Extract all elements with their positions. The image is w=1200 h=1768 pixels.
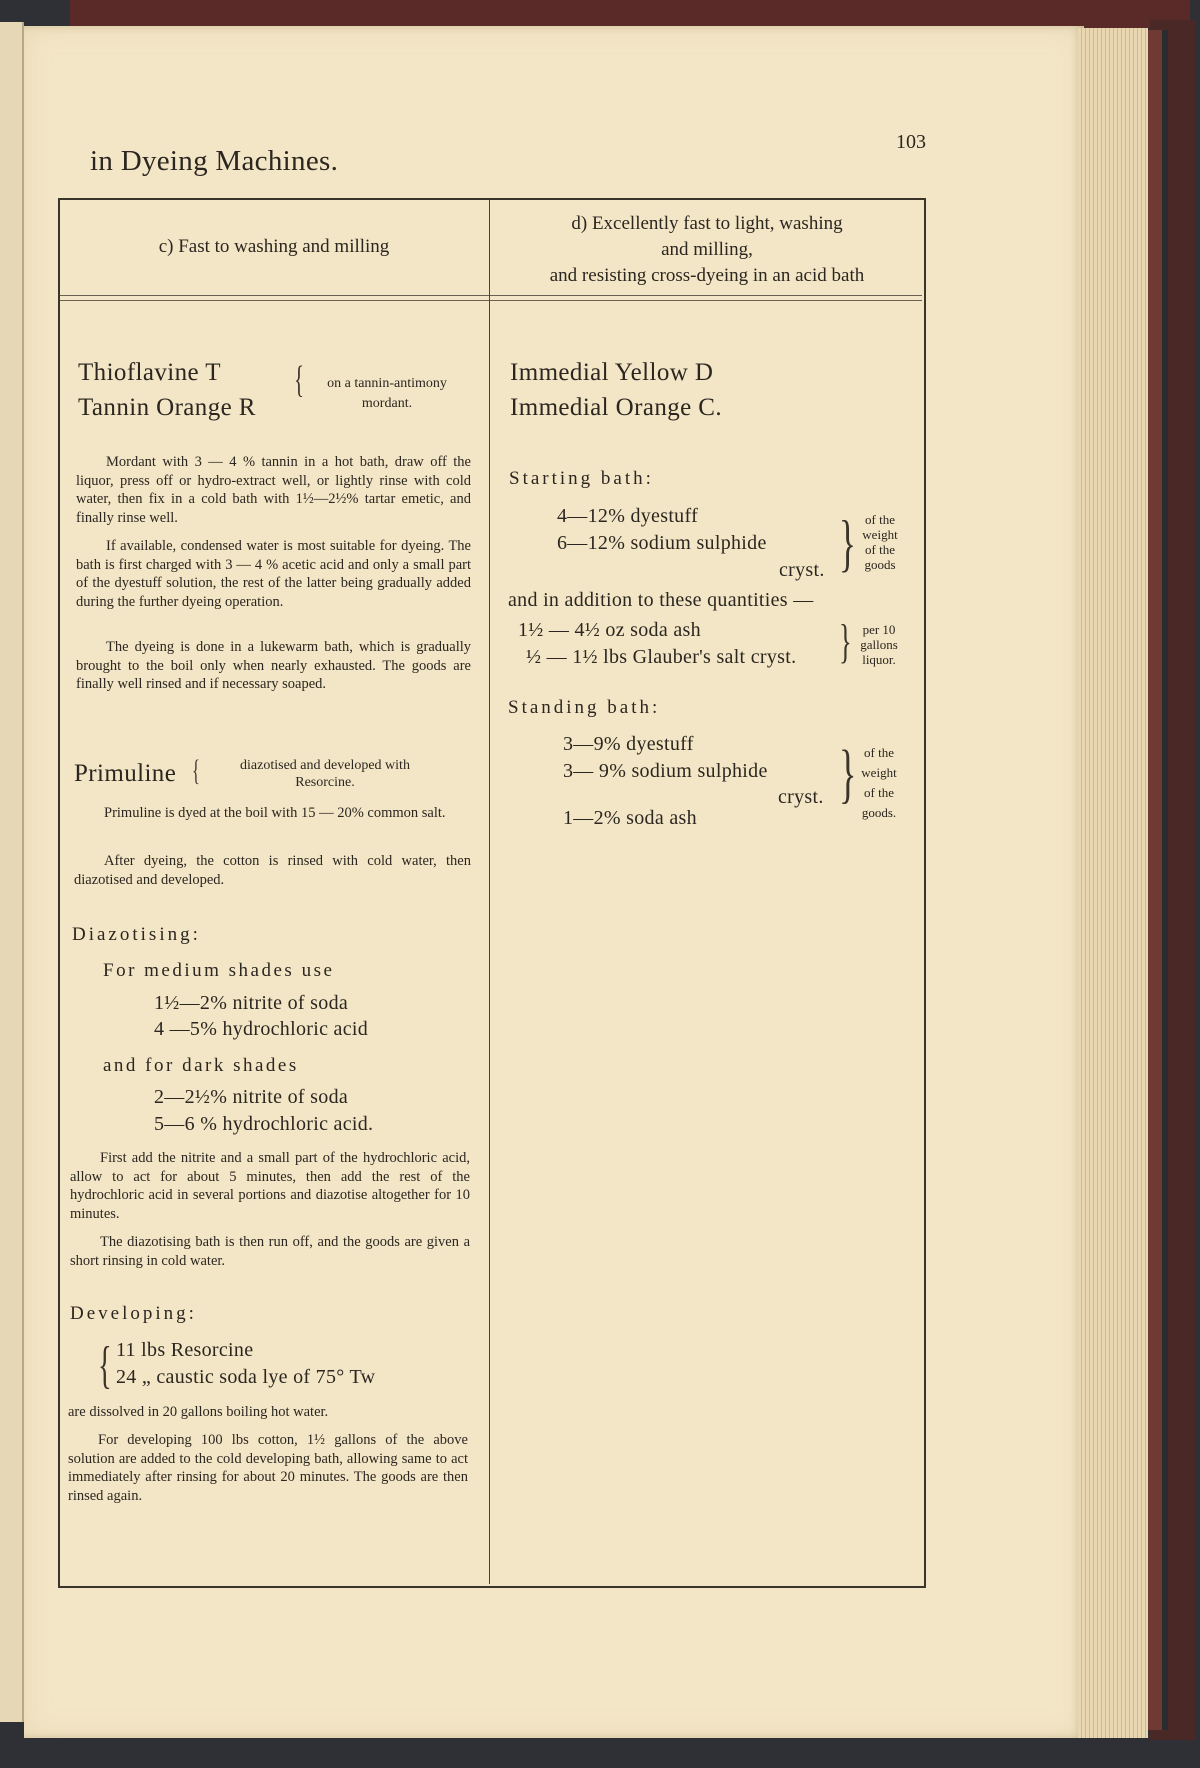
- stand-dyestuff-line: 3—9% dyestuff: [563, 733, 694, 755]
- cover-edge-top: [70, 0, 1190, 28]
- stand-soda-ash-line: 1—2% soda ash: [563, 807, 697, 829]
- medium-nitrite-line: 1½—2% nitrite of soda: [154, 992, 349, 1014]
- standing-note-line-1: of the: [864, 745, 894, 760]
- per-gallons-note-line-3: liquor.: [862, 652, 896, 667]
- soda-ash-line: 1½ — 4½ oz soda ash: [518, 619, 701, 641]
- medium-acid-line: 4 —5% hydrochloric acid: [154, 1018, 369, 1040]
- primuline-note: [205, 757, 445, 791]
- brace-standing: }: [839, 737, 857, 810]
- standing-note-line-4: goods.: [861, 805, 897, 820]
- per-gallons-note: [850, 622, 908, 667]
- brace-addition: }: [839, 615, 852, 668]
- column-d-heading: [492, 211, 922, 289]
- standing-weight-note: [850, 743, 908, 823]
- resorcine-line: 11 lbs Resorcine: [116, 1339, 254, 1361]
- binding-shadow: [1162, 30, 1168, 1730]
- paragraph-run-off: The diazotising bath is then run off, and the goods are given a short rinsing in cold water.: [70, 1234, 470, 1269]
- dye-name-thioflavine: Thioflavine T: [78, 359, 221, 386]
- page-number: 103: [896, 131, 926, 153]
- column-d-heading-line-3: and resisting cross-dyeing in an acid bath: [549, 265, 865, 286]
- starting-weight-note: [852, 512, 908, 572]
- starting-note-line-3: of the: [865, 542, 895, 557]
- addition-label: and in addition to these quantities —: [508, 589, 814, 611]
- paragraph-add-nitrite: First add the nitrite and a small part of the hydrochloric acid, allow to act for about 5 minutes, then add the rest of the hydrochloric acid in several portions and diazotise altogether for 10 minutes.: [70, 1150, 470, 1222]
- heading-developing: Developing:: [70, 1303, 197, 1324]
- mordant-note-line-1: on a tannin-antimony: [327, 376, 447, 391]
- column-d-heading-line-1: d) Excellently fast to light, washing: [571, 213, 843, 234]
- paragraph-after-dyeing: After dyeing, the cotton is rinsed with cold water, then diazotised and developed.: [74, 853, 471, 888]
- running-head: in Dyeing Machines.: [90, 145, 339, 177]
- paragraph-mordant: Mordant with 3 — 4 % tannin in a hot bath, draw off the liquor, press off or hydro-extract well, or lightly rinse with cold water, then fix in a cold bath with 1½—2½% tartar emetic, and finally rinse well.: [76, 454, 471, 526]
- starting-note-line-4: goods: [864, 557, 896, 572]
- dye-name-primuline: Primuline: [74, 760, 177, 787]
- paragraph-dissolved: are dissolved in 20 gallons boiling hot water.: [68, 1404, 329, 1420]
- start-cryst-label: cryst.: [779, 559, 825, 581]
- medium-shades-label: For medium shades use: [103, 960, 335, 981]
- brace-primuline: {: [192, 754, 200, 787]
- facing-page-edge: [0, 22, 24, 1722]
- standing-note-line-2: weight: [861, 765, 897, 780]
- paragraph-primuline-dyed: Primuline is dyed at the boil with 15 — 20% common salt.: [104, 805, 446, 821]
- page-stack-edges: [1078, 28, 1148, 1738]
- column-divider: [489, 200, 490, 1584]
- per-gallons-note-line-2: gallons: [860, 637, 898, 652]
- brace-starting: }: [839, 507, 856, 578]
- stand-cryst-label: cryst.: [778, 786, 824, 808]
- column-c-heading: c) Fast to washing and milling: [158, 236, 390, 257]
- heading-standing-bath: Standing bath:: [508, 697, 661, 718]
- column-d-heading-line-2: and milling,: [661, 239, 753, 260]
- dye-name-immedial-orange: Immedial Orange C.: [510, 394, 722, 421]
- dark-nitrite-line: 2—2½% nitrite of soda: [154, 1086, 349, 1108]
- brace-mordant: {: [294, 359, 305, 401]
- dark-acid-line: 5—6 % hydrochloric acid.: [154, 1113, 374, 1135]
- binding-strip: [1148, 30, 1162, 1730]
- mordant-note-line-2: mordant.: [361, 396, 413, 411]
- paragraph-condensed-water: If available, condensed water is most suitable for dyeing. The bath is first charged with 3 — 4 % acetic acid and only a small part of the dyestuff solution, the rest of the latter being gradually added during the further dyeing operation.: [76, 538, 471, 610]
- starting-note-line-2: weight: [862, 527, 898, 542]
- header-rule-double: [60, 300, 922, 301]
- dye-name-immedial-yellow: Immedial Yellow D: [510, 359, 714, 386]
- standing-note-line-3: of the: [864, 785, 894, 800]
- primuline-note-line-2: Resorcine.: [295, 775, 355, 790]
- start-dyestuff-line: 4—12% dyestuff: [557, 505, 699, 527]
- start-sulphide-line: 6—12% sodium sulphide: [557, 532, 767, 554]
- starting-note-line-1: of the: [865, 512, 895, 527]
- primuline-note-line-1: diazotised and developed with: [240, 758, 410, 773]
- mordant-note: [302, 374, 472, 414]
- per-gallons-note-line-1: per 10: [862, 622, 896, 637]
- paragraph-lukewarm-bath: The dyeing is done in a lukewarm bath, which is gradually brought to the boil only when nearly exhausted. The goods are finally well rinsed and if necessary soaped.: [76, 639, 471, 692]
- heading-starting-bath: Starting bath:: [509, 468, 654, 489]
- glaubers-salt-line: ½ — 1½ lbs Glauber's salt cryst.: [526, 646, 797, 668]
- brace-developing: {: [98, 1337, 112, 1394]
- heading-diazotising: Diazotising:: [72, 924, 201, 945]
- header-rule: [60, 295, 922, 296]
- caustic-soda-line: 24 „ caustic soda lye of 75° Tw: [116, 1366, 376, 1388]
- stand-sulphide-line: 3— 9% sodium sulphide: [563, 760, 768, 782]
- dark-shades-label: and for dark shades: [103, 1055, 299, 1076]
- paragraph-developing-cotton: For developing 100 lbs cotton, 1½ gallons of the above solution are added to the cold developing bath, allowing same to act immediately after rinsing for about 20 minutes. The goods are then rinsed again.: [68, 1432, 468, 1504]
- dye-name-tannin-orange: Tannin Orange R: [78, 394, 256, 421]
